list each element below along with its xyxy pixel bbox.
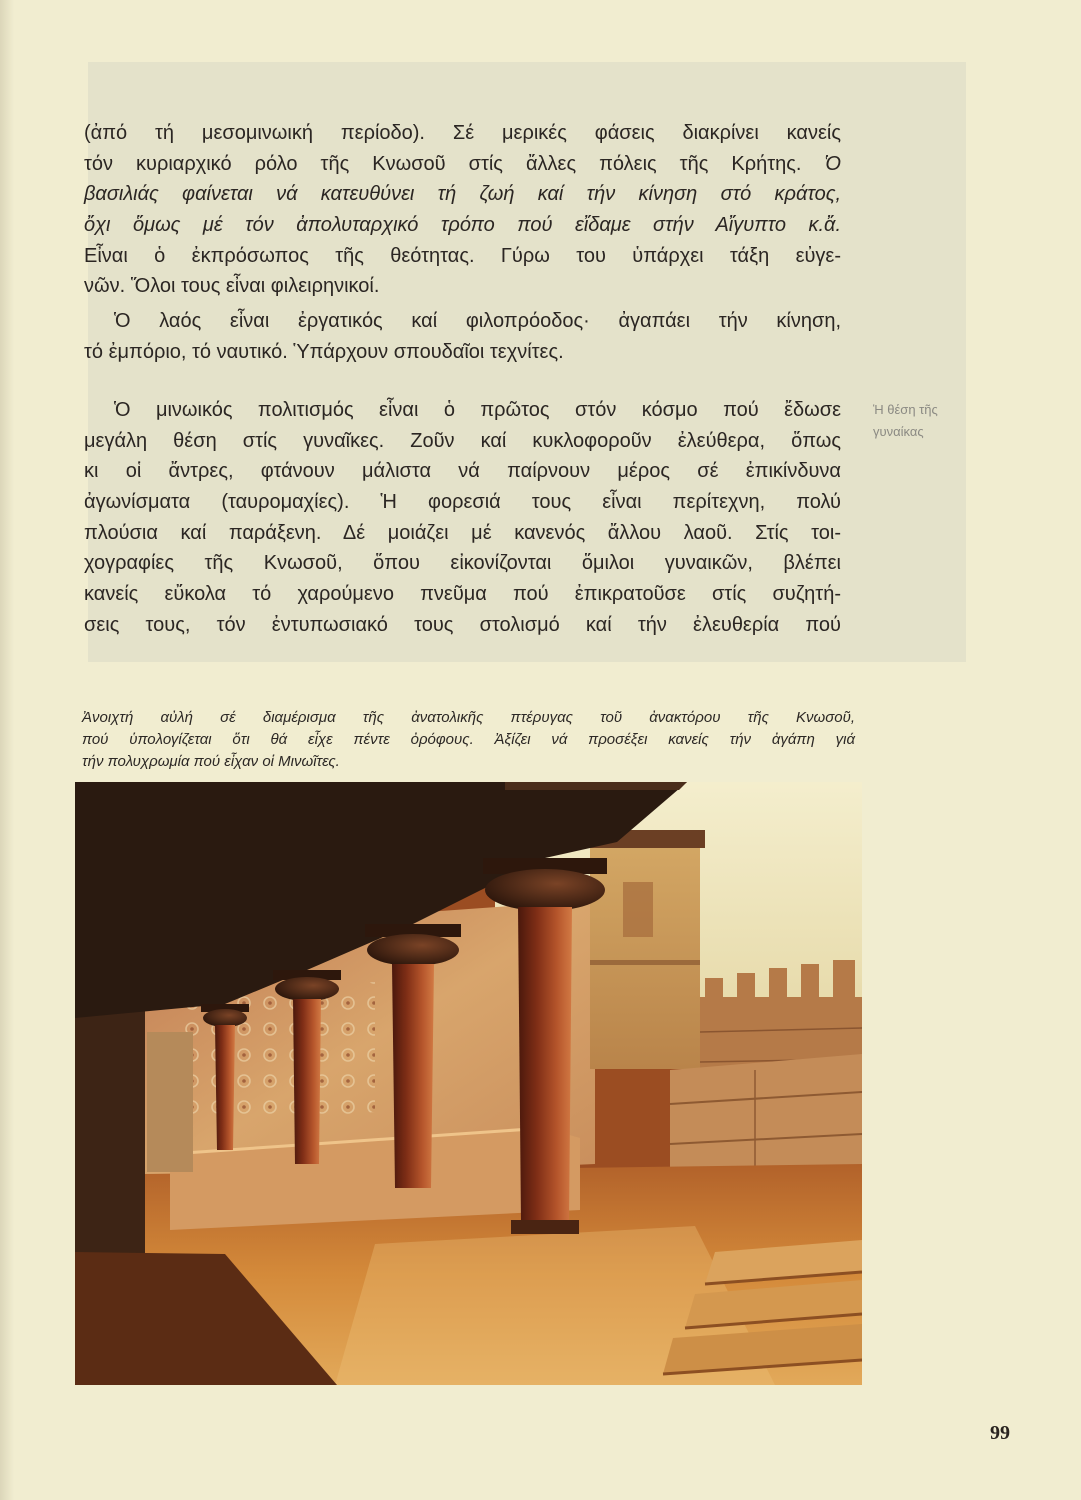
- body-line: Εἶναι ὁ ἐκπρόσωπος τῆς θεότητας. Γύρω του ὑπάρχει τάξη εὐγε-: [84, 244, 841, 267]
- column-shaft: [215, 1025, 235, 1150]
- body-line-italic: βασιλιάς φαίνεται νά κατευθύνει τή ζωή καί τήν κίνηση στό κράτος,: [84, 183, 841, 206]
- column-shaft: [518, 907, 572, 1222]
- column-base: [511, 1220, 579, 1234]
- body-line: [84, 149, 841, 180]
- italic-sentence-start: Ὁ: [824, 152, 841, 175]
- body-line: ἀγωνίσματα (ταυρομαχίες). Ἡ φορεσιά τους εἶναι περίτεχνη, πολύ: [84, 491, 841, 514]
- body-paragraph-1: [84, 118, 841, 302]
- column-shaft: [392, 964, 434, 1188]
- body-line: μεγάλη θέση στίς γυναῖκες. Ζοῦν καί κυκλοφοροῦν ἐλεύθερα, ὅπως: [84, 429, 841, 452]
- facade-band: [590, 960, 700, 965]
- crenel: [801, 964, 819, 998]
- body-line: (ἀπό τή μεσομινωική περίοδο). Σέ μερικές φάσεις διακρίνει κανείς: [84, 122, 841, 144]
- scan-edge-shadow: [0, 0, 14, 1500]
- body-line: νῶν. Ὅλοι τους εἶναι φιλειρηνικοί.: [84, 275, 380, 298]
- photo-illustration: [75, 782, 862, 1385]
- crenel: [769, 968, 787, 998]
- crenel: [737, 973, 755, 999]
- figure-caption: [82, 707, 855, 773]
- facade-opening: [623, 882, 653, 937]
- column-capital: [203, 1009, 247, 1027]
- body-line: χογραφίες τῆς Κνωσοῦ, ὅπου εἰκονίζονται ὅμιλοι γυναικῶν, βλέπει: [84, 552, 841, 575]
- caption-line: Ἀνοιχτή αὐλή σέ διαμέρισμα τῆς ἀνατολικῆς πτέρυγας τοῦ ἀνακτόρου τῆς Κνωσοῦ,: [82, 709, 855, 726]
- body-line: κι οἱ ἄντρες, φτάνουν μάλιστα νά παίρνουν μέρος σέ ἐπικίνδυνα: [84, 460, 841, 483]
- body-paragraph-2: [84, 306, 841, 367]
- body-line-italic: ὄχι ὅμως μέ τόν ἀπολυταρχικό τρόπο πού εἴδαμε στήν Αἴγυπτο κ.ἄ.: [84, 214, 841, 237]
- margin-note-line: Ἡ θέση τῆς: [873, 402, 938, 417]
- body-line: πλούσια καί παράξενη. Δέ μοιάζει μέ κανενός ἄλλου λαοῦ. Στίς τοι-: [84, 521, 841, 544]
- body-line: τό ἐμπόριο, τό ναυτικό. Ὑπάρχουν σπουδαῖοι τεχνίτες.: [84, 340, 564, 363]
- body-line-text: τόν κυριαρχικό ρόλο τῆς Κνωσοῦ στίς ἄλλες πόλεις τῆς Κρήτης.: [84, 152, 802, 175]
- column-shaft: [293, 999, 321, 1164]
- column-capital: [275, 977, 339, 1001]
- ceiling-beam-edge: [505, 782, 687, 790]
- column-capital: [485, 869, 605, 911]
- palace-courtyard-photo: [75, 782, 862, 1385]
- body-line: κανείς εὔκολα τό χαρούμενο πνεῦμα πού ἐπικρατοῦσε στίς συζητή-: [84, 583, 841, 606]
- margin-note: [873, 399, 938, 443]
- doorway: [147, 1032, 193, 1172]
- body-line: Ὁ μινωικός πολιτισμός εἶναι ὁ πρῶτος στόν κόσμο πού ἔδωσε: [114, 399, 841, 421]
- body-line: Ὁ λαός εἶναι ἐργατικός καί φιλοπρόοδος· ἀγαπάει τήν κίνηση,: [114, 310, 841, 332]
- crenel: [705, 978, 723, 1000]
- caption-line: τήν πολυχρωμία πού εἶχαν οἱ Μινωῖτες.: [82, 753, 340, 770]
- body-paragraph-3: [84, 395, 841, 641]
- body-line: σεις τους, τόν ἐντυπωσιακό τους στολισμό καί τήν ἐλευθερία πού: [84, 613, 841, 636]
- crenel: [833, 960, 855, 998]
- page-number: 99: [990, 1422, 1010, 1444]
- column-capital: [367, 934, 459, 966]
- caption-line: πού ὑπολογίζεται ὅτι θά εἶχε πέντε ὀρόφους. Ἀξίζει νά προσέξει κανείς τήν ἀγάπη γιά: [82, 731, 855, 748]
- margin-note-line: γυναίκας: [873, 424, 924, 439]
